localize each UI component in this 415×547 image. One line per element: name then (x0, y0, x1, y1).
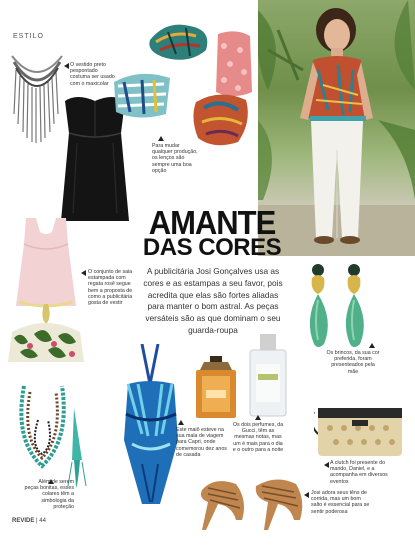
caption-pointer (158, 136, 164, 141)
caption-pointer (369, 343, 375, 348)
caption-lencos: Para mudar qualquer produção, os lenços são sempre uma boa opção (152, 143, 198, 174)
print-scarf-image (110, 68, 174, 120)
caption-brincos: Os brincos, da sua cor preferida, foram presenteados pela mãe (326, 350, 380, 375)
caption-pointer (81, 270, 86, 276)
caption-clutch: A clutch foi presente do marido, Daniel, e a acompanha em diversos eventos (330, 460, 388, 485)
caption-pointer (64, 63, 69, 69)
caption-pointer (324, 462, 329, 468)
caption-pointer (304, 492, 309, 498)
article-title-line1: AMANTE (148, 203, 276, 242)
article-intro: A publicitária Josi Gonçalves usa as cores e as estampas a seu favor, pois acredita que elas são fortes aliadas para manter o bom astral. As peças versáteis são as que dominam o seu guarda-roupa (143, 266, 283, 335)
caption-vestido: O vestido preto pespontado costuma ser usado com o maxicolar (70, 62, 115, 87)
perfume-gold-image (188, 356, 244, 420)
caption-pointer (255, 415, 261, 420)
clutch-image (314, 400, 404, 458)
caption-maio: Este maiô esteve na sua mala de viagem para Capri, onde comemorou dez anos de casada (176, 427, 227, 458)
caption-colares: Além de serem peças bonitas, esses colares têm a simbologia da proteção (24, 479, 74, 510)
sandals-image (196, 470, 308, 534)
caption-sapatos: Josi adora seus têns de corrida, mas um bom salto é essencial para se sentir poderosa (311, 490, 370, 515)
footer (12, 518, 46, 524)
caption-conjunto: O conjunto de saia estampada com regata rosê segue bem a proposta de como a publicitária gosta de vestir (88, 269, 133, 307)
earrings-image (304, 262, 386, 354)
paisley-scarf-image (190, 88, 254, 148)
footer-magazine: REVIDE (12, 518, 35, 524)
article-title-line2: DAS CORES (142, 234, 282, 261)
footer-page-number: 44 (39, 518, 46, 524)
colorful-scarf-image (146, 20, 212, 64)
necklaces-image (12, 380, 98, 490)
caption-perfumes: Os dois perfumes, da Gucci, têm as mesmas notas, mas um é mais para o dia e o outro para a noite (232, 422, 284, 453)
caption-pointer (178, 420, 184, 425)
outfit-image (6, 214, 86, 372)
section-label: ESTILO (13, 33, 44, 40)
footer-separator: | (36, 518, 40, 524)
perfume-clear-image (246, 334, 290, 418)
